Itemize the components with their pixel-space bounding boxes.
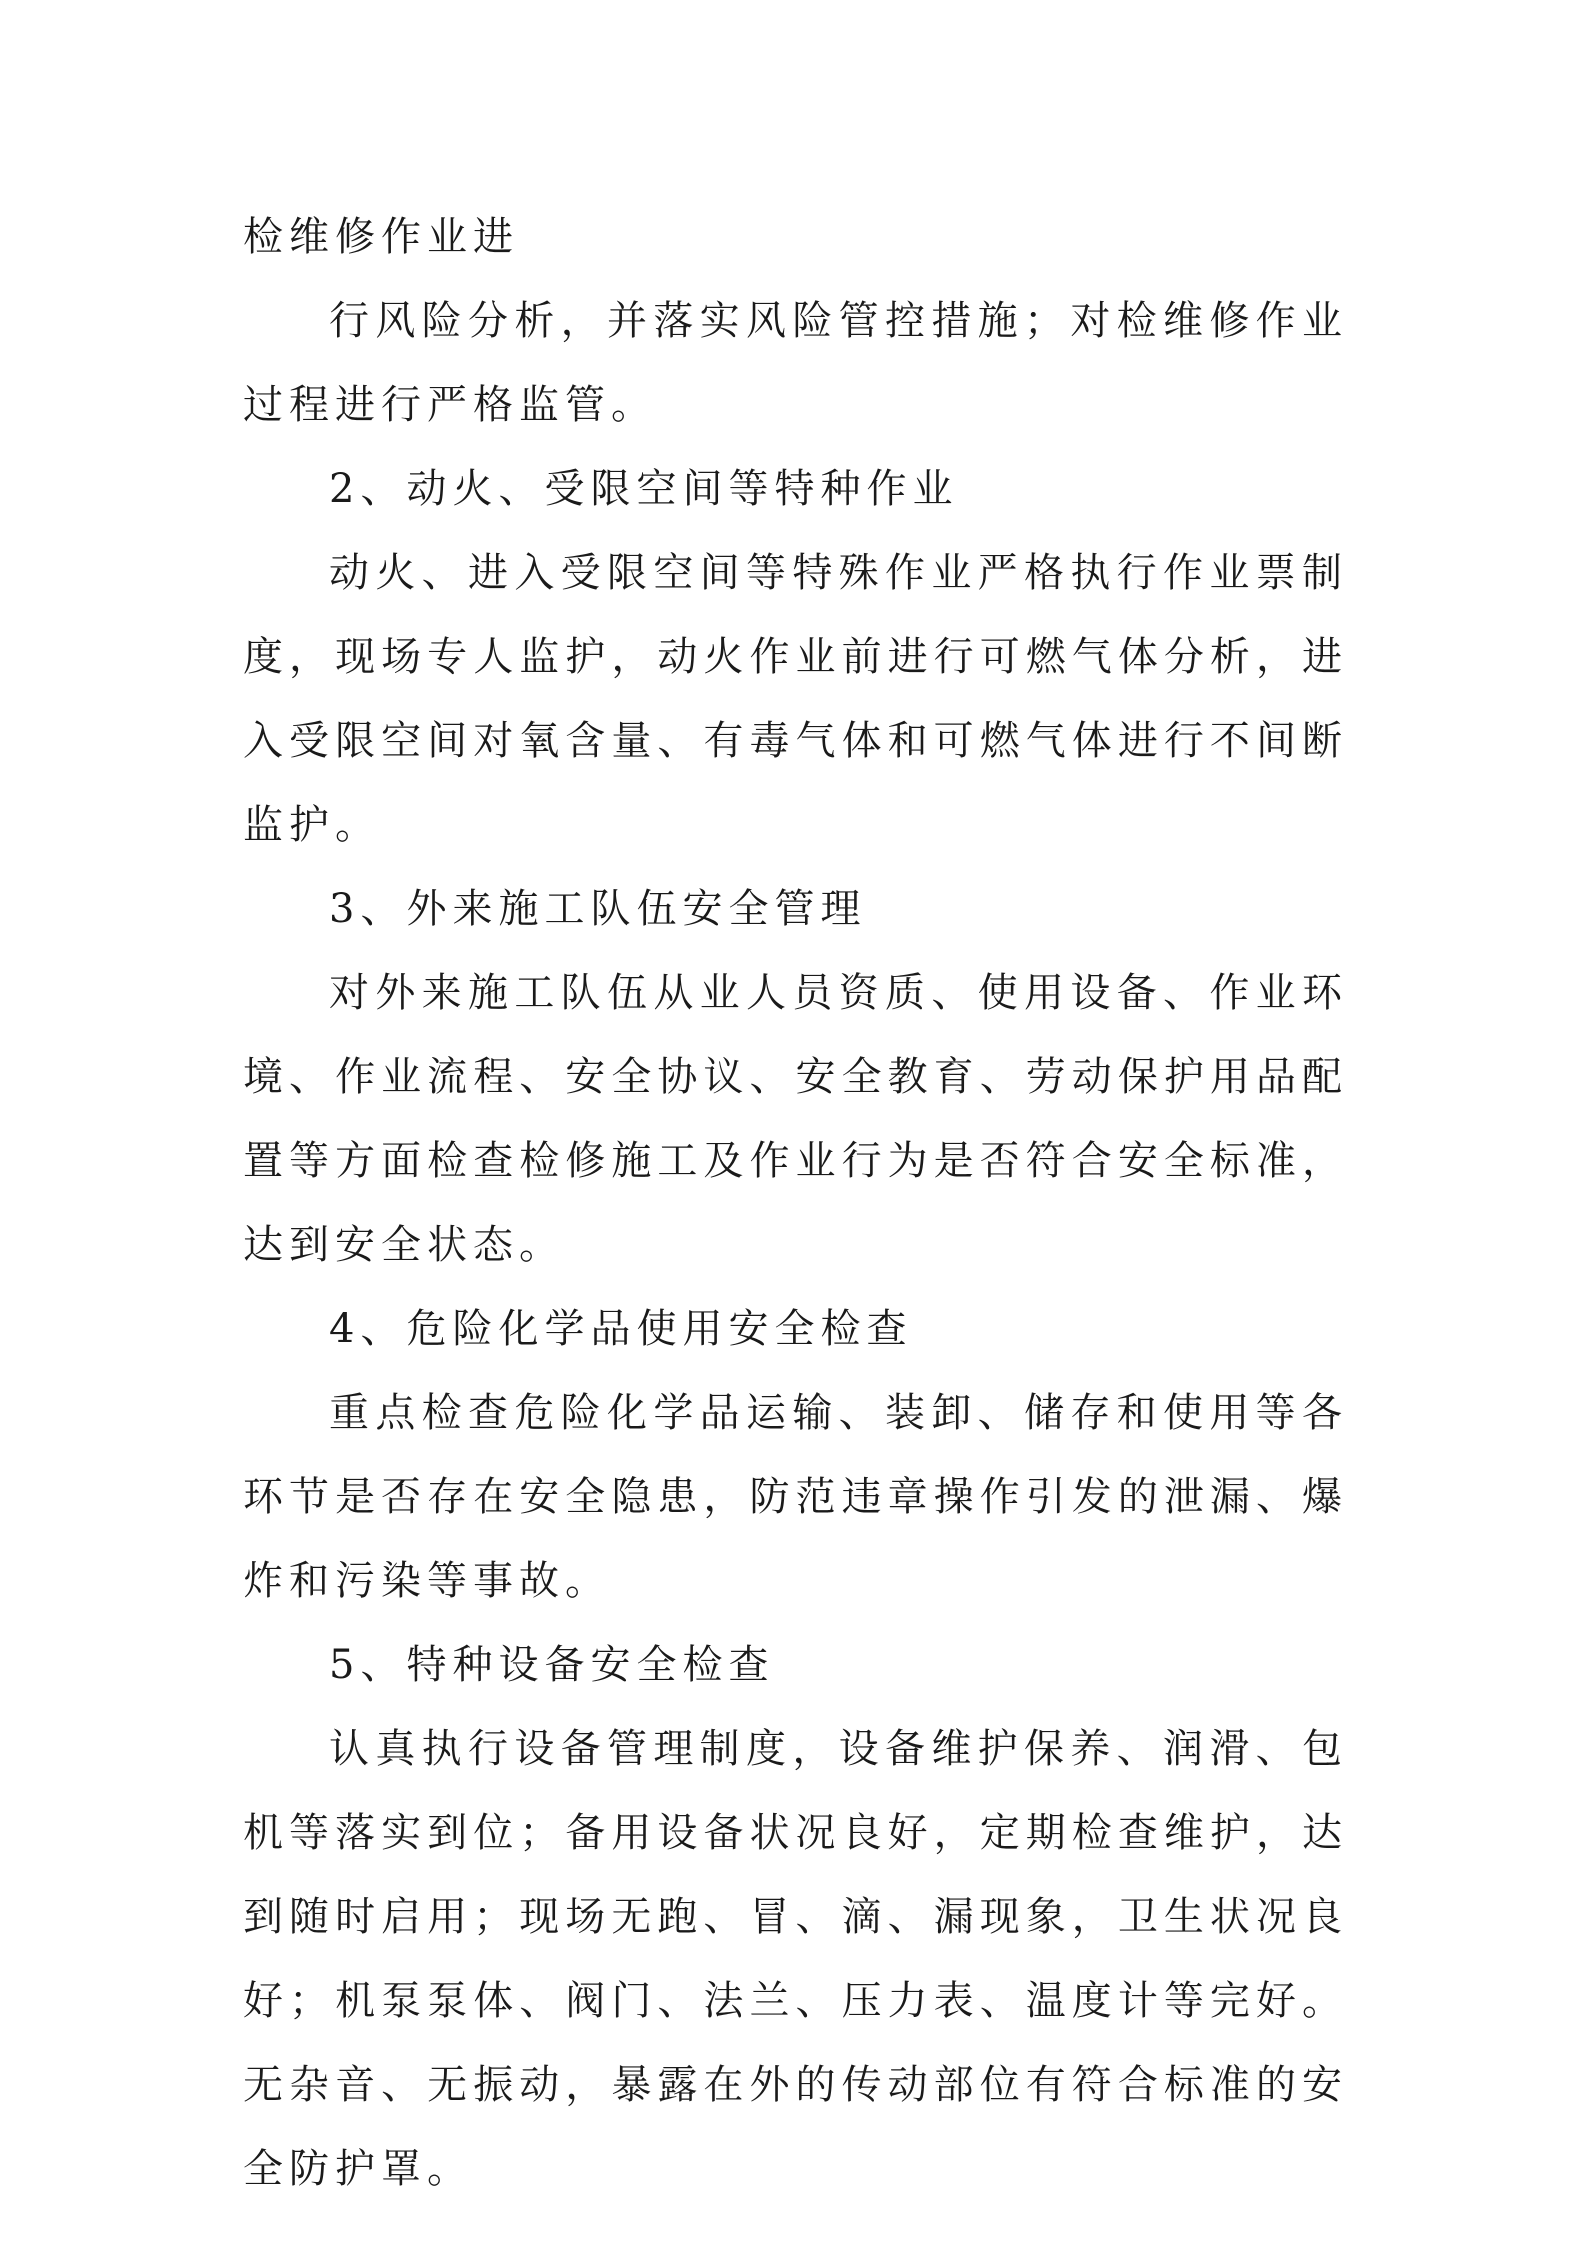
paragraph-continuation: 检维修作业进 (243, 214, 519, 260)
paragraph-risk-analysis: 行风险分析，并落实风险管控措施；对检维修作业过程进行严格监管。 (243, 298, 1348, 428)
section-heading-special-equipment: 5、特种设备安全检查 (329, 1642, 775, 1688)
paragraph-hazardous-chemicals: 重点检查危险化学品运输、装卸、储存和使用等各环节是否存在安全隐患，防范违章操作引发的泄漏、爆炸和污染等事故。 (243, 1390, 1348, 1604)
section-heading-special-work: 2、动火、受限空间等特种作业 (329, 466, 959, 512)
document-body (243, 195, 1348, 2211)
section-heading-hazardous-chemicals: 4、危险化学品使用安全检查 (329, 1306, 913, 1352)
paragraph-special-work: 动火、进入受限空间等特殊作业严格执行作业票制度，现场专人监护，动火作业前进行可燃气体分析，进入受限空间对氧含量、有毒气体和可燃气体进行不间断监护。 (243, 550, 1348, 848)
paragraph-special-equipment: 认真执行设备管理制度，设备维护保养、润滑、包机等落实到位；备用设备状况良好，定期检查维护，达到随时启用；现场无跑、冒、滴、漏现象，卫生状况良好；机泵泵体、阀门、法兰、压力表、温度计等完好。无杂音、无振动，暴露在外的传动部位有符合标准的安全防护罩。 (243, 1726, 1348, 2192)
paragraph-contractor-safety: 对外来施工队伍从业人员资质、使用设备、作业环境、作业流程、安全协议、安全教育、劳动保护用品配置等方面检查检修施工及作业行为是否符合安全标准，达到安全状态。 (243, 970, 1348, 1268)
section-heading-contractor-safety: 3、外来施工队伍安全管理 (329, 886, 867, 932)
